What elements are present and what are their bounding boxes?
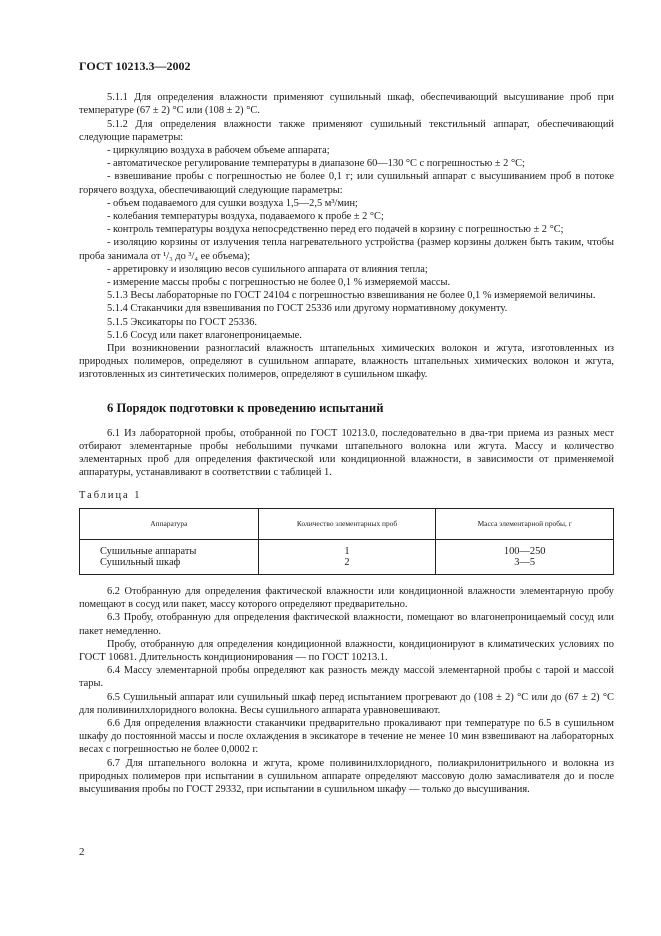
- list-item: - арретировку и изоляцию весов сушильного аппарата от влияния тепла;: [107, 263, 428, 275]
- list-item: - автоматическое регулирование температуры в диапазоне 60—130 °С с погрешностью ± 2 °С;: [107, 158, 525, 170]
- data-table: [79, 508, 614, 575]
- paragraph: 5.1.1 Для определения влажности применяют сушильный шкаф, обеспечивающий высушивание проб при температуре (67 ± 2) °С или (108 ± 2) °С.: [79, 92, 614, 117]
- table-header-row: [80, 508, 614, 539]
- section-5-content: [79, 91, 614, 381]
- table-header-cell: Масса элементарной пробы, г: [436, 508, 614, 539]
- list-item: - контроль температуры воздуха непосредственно перед его подачей в корзину с погрешностью ± 2 °С;: [107, 224, 564, 236]
- paragraph: 6.1 Из лабораторной пробы, отобранной по ГОСТ 10213.0, последовательно в два-три приема из разных мест отбирают элементарные пробы небольшими пучками штапельного волокна или жгута. Массу и количество элементарных проб для определения фактической или кондиционной влажности, в зависимости от применяемой аппаратуры, устанавливают в соответствии с таблицей 1.: [79, 427, 614, 479]
- list-item: - изоляцию корзины от излучения тепла нагревательного устройства (размер корзины должен быть таким, чтобы проба занимала от ¹/₃ до ³/₄ ее объема);: [79, 237, 614, 262]
- table-header-cell: Количество элементарных проб: [258, 508, 436, 539]
- table-cell-text: 2: [344, 557, 350, 569]
- table-cell: [80, 539, 259, 574]
- document-page: [79, 60, 614, 796]
- paragraph: 6.6 Для определения влажности стаканчики предварительно прокаливают при температуре по 6.5 в сушильном шкафу до постоянной массы и после охлаждения в эксикаторе в течение не менее 10 мин взвешивают на лабораторных весах с погрешностью не более 0,0002 г.: [79, 717, 614, 756]
- table-cell-text: Сушильный шкаф: [100, 557, 181, 569]
- paragraph: 6.4 Массу элементарной пробы определяют как разность между массой элементарной пробы с тарой и массой тары.: [79, 665, 614, 690]
- spacer: [79, 575, 614, 585]
- paragraph: При возникновении разногласий влажность штапельных химических волокон и жгута, изготовленных из природных полимеров, определяют в сушильном аппарате, влажность штапельных химических волокон и жгута, изготовленных из синтетических полимеров, определяют в сушильном шкафу.: [79, 343, 614, 381]
- paragraph: 5.1.2 Для определения влажности также применяют сушильный текстильный аппарат, обеспечивающий следующие параметры:: [79, 118, 614, 143]
- list-item: - взвешивание пробы с погрешностью не более 0,1 г; или сушильный аппарат с высушиванием проб в потоке горячего воздуха, обеспечивающий следующие параметры:: [79, 171, 614, 196]
- section-6-content: [79, 585, 614, 796]
- paragraph: 6.2 Отобранную для определения фактической влажности или кондиционной влажности элементарную пробу помещают в сосуд или пакет, массу которого определяют предварительно.: [79, 585, 614, 611]
- table-cell-text: 3—5: [514, 557, 536, 569]
- paragraph: 5.1.6 Сосуд или пакет влагонепроницаемые.: [107, 329, 302, 341]
- table-cell-text: 100—250: [503, 545, 546, 557]
- paragraph: 5.1.3 Весы лабораторные по ГОСТ 24104 с погрешностью взвешивания не более 0,1 % измеряемой величины.: [107, 290, 596, 302]
- table-cell-text: 1: [344, 545, 350, 557]
- table-header-cell: Аппаратура: [80, 508, 259, 539]
- table-caption: Таблица 1: [79, 489, 142, 501]
- list-item: - измерение массы пробы с погрешностью не более 0,1 % измеряемой массы.: [107, 277, 451, 289]
- document-header: ГОСТ 10213.3—2002: [79, 59, 191, 73]
- list-item: - циркуляцию воздуха в рабочем объеме аппарата;: [107, 145, 330, 157]
- paragraph: Пробу, отобранную для определения кондиционной влажности, кондиционируют в климатических условиях по ГОСТ 10681. Длительность кондиционирования — по ГОСТ 10213.1.: [79, 638, 614, 663]
- paragraph: 6.5 Сушильный аппарат или сушильный шкаф перед испытанием прогревают до (108 ± 2) °С или до (67 ± 2) °С для поливинилхлоридного волокна. Весы сушильного аппарата уравновешивают.: [79, 691, 614, 716]
- paragraph: 6.3 Пробу, отобранную для определения фактической влажности, помещают во влагонепроницаемый сосуд или пакет немедленно.: [79, 612, 614, 637]
- table-cell: [258, 539, 436, 574]
- page-number: 2: [79, 846, 85, 858]
- list-item: - колебания температуры воздуха, подаваемого к пробе ± 2 °С;: [107, 211, 384, 223]
- section-title: 6 Порядок подготовки к проведению испытаний: [107, 400, 384, 415]
- paragraph: 6.7 Для штапельного волокна и жгута, кроме поливинилхлоридного, полиакрилонитрильного и волокна из природных полимеров при испытании в сушильном аппарате определяют массовую долю замасливателя до и после высушивания пробы по ГОСТ 29332, при испытании в сушильном шкафу — только до высушивания.: [79, 757, 614, 795]
- table-row: [80, 539, 614, 574]
- table-cell: [436, 539, 614, 574]
- paragraph: 5.1.4 Стаканчики для взвешивания по ГОСТ 25336 или другому нормативному документу.: [107, 303, 508, 315]
- list-item: - объем подаваемого для сушки воздуха 1,5—2,5 м³/мин;: [107, 197, 358, 209]
- paragraph: 5.1.5 Эксикаторы по ГОСТ 25336.: [107, 316, 257, 328]
- table-cell-text: Сушильные аппараты: [100, 545, 197, 557]
